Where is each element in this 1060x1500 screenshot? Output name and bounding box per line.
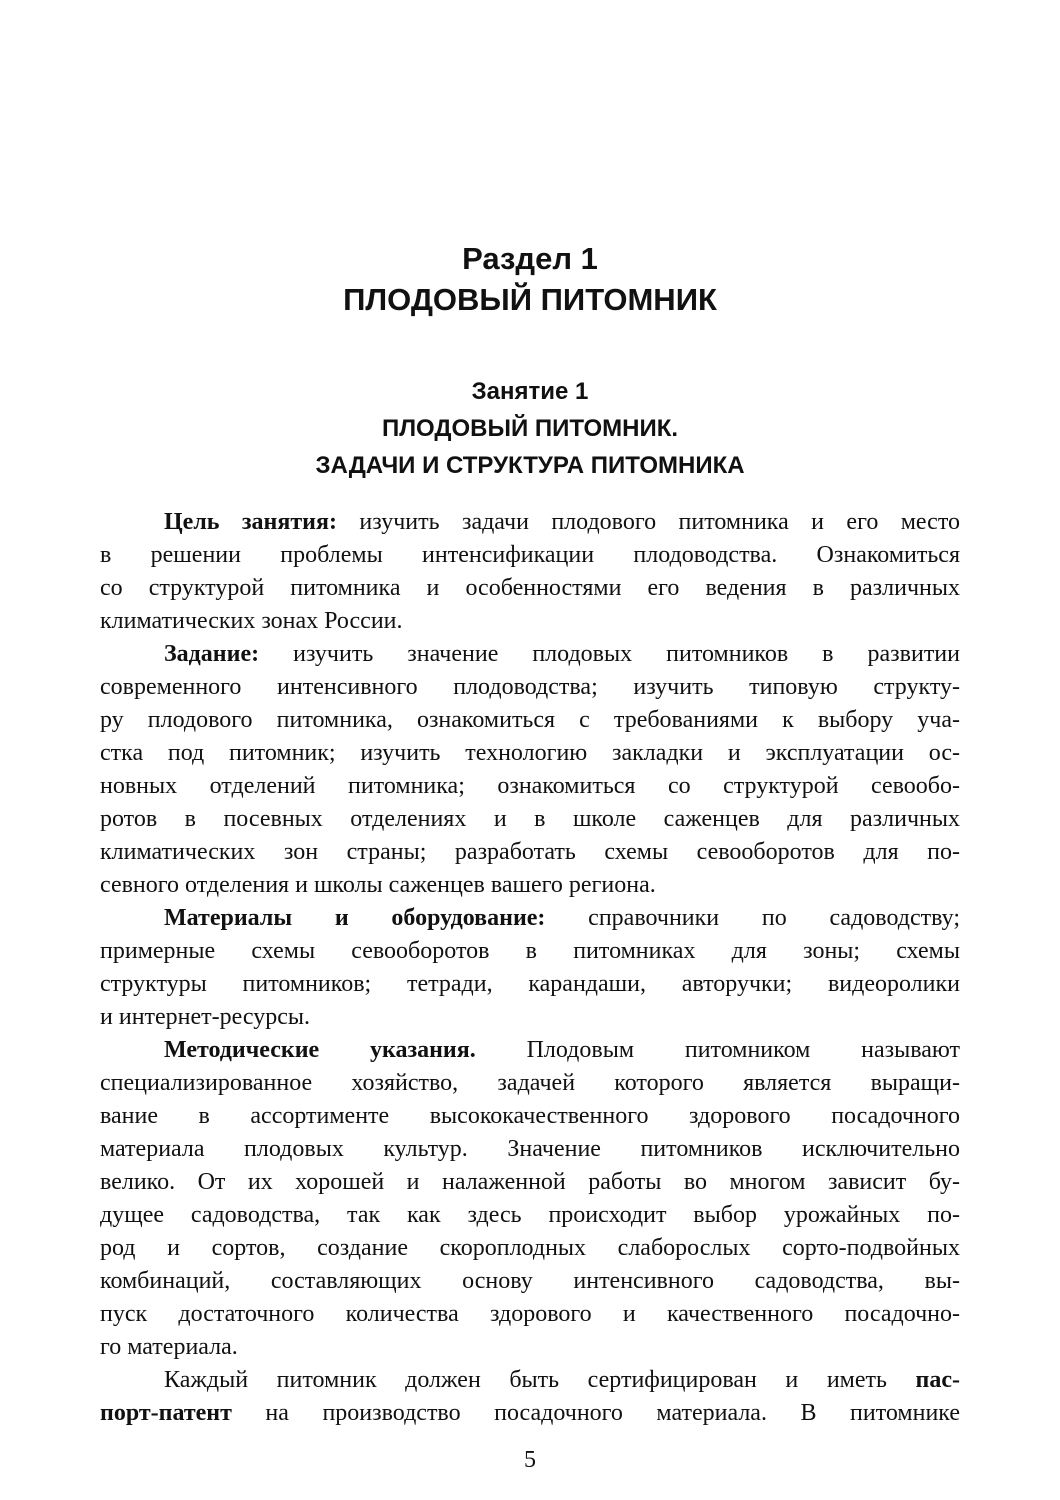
text-line: ротов в посевных отделениях и в школе саженцев для различных [100, 806, 960, 832]
text-line: севного отделения и школы саженцев вашего региона. [100, 872, 656, 898]
text-line: пуск достаточного количества здорового и качественного посадочно- [100, 1301, 960, 1327]
lesson-title-line-1: ПЛОДОВЫЙ ПИТОМНИК. [381, 415, 679, 442]
paragraph-certification [100, 1364, 960, 1430]
text-line: в решении проблемы интенсификации плодоводства. Ознакомиться [100, 542, 960, 568]
line-text: Каждый питомник должен быть сертифицирован и иметь [164, 1367, 916, 1393]
text-line: климатических зон страны; разработать схемы севооборотов для по- [100, 839, 960, 865]
paragraph-guidelines [100, 1034, 960, 1364]
text-line [100, 1364, 960, 1397]
line-text: Плодовым питомником называют [475, 1037, 960, 1063]
body-text [100, 506, 960, 1430]
text-line: новных отделений питомника; ознакомиться со структурой севообо- [100, 773, 960, 799]
section-heading [0, 238, 1060, 320]
text-line: го материала. [100, 1334, 238, 1360]
lesson-label: Занятие 1 [471, 378, 589, 405]
text-line: род и сортов, создание скороплодных слаборослых сорто-подвойных [100, 1235, 960, 1261]
paragraph-lead: Методические указания. [164, 1037, 476, 1063]
lesson-heading [0, 373, 1060, 484]
paragraph-lead: Цель занятия: [164, 509, 337, 535]
text-line: специализированное хозяйство, задачей которого является выращи- [100, 1070, 960, 1096]
text-line [100, 902, 960, 935]
text-line: материала плодовых культур. Значение питомников исключительно [100, 1136, 960, 1162]
section-label: Раздел 1 [462, 241, 598, 276]
paragraph-materials [100, 902, 960, 1034]
text-line: комбинаций, составляющих основу интенсивного садоводства, вы- [100, 1268, 960, 1294]
paragraph-task [100, 638, 960, 902]
line-text: изучить значение плодовых питомников в развитии [259, 641, 960, 667]
paragraph-lead: Материалы и оборудование: [164, 905, 546, 931]
bold-term: пас- [915, 1367, 960, 1393]
text-line [100, 638, 960, 671]
page-number: 5 [524, 1447, 536, 1473]
text-line: стка под питомник; изучить технологию закладки и эксплуатации ос- [100, 740, 960, 766]
text-line [100, 506, 960, 539]
line-text: на производство посадочного материала. В питомнике [231, 1400, 960, 1426]
text-line: структуры питомников; тетради, карандаши, авторучки; видеоролики [100, 971, 960, 997]
paragraph-goal [100, 506, 960, 638]
line-text: изучить задачи плодового питомника и его место [336, 509, 960, 535]
text-line: примерные схемы севооборотов в питомниках для зоны; схемы [100, 938, 960, 964]
text-line: современного интенсивного плодоводства; изучить типовую структу- [100, 674, 960, 700]
line-text: справочники по садоводству; [545, 905, 960, 931]
text-line: вание в ассортименте высококачественного здорового посадочного [100, 1103, 960, 1129]
text-line: и интернет-ресурсы. [100, 1004, 311, 1030]
text-line [100, 1397, 960, 1430]
text-line: дущее садоводства, так как здесь происходит выбор урожайных по- [100, 1202, 960, 1228]
lesson-title-line-2: ЗАДАЧИ И СТРУКТУРА ПИТОМНИКА [315, 452, 745, 479]
text-line: велико. От их хорошей и налаженной работы во многом зависит бу- [100, 1169, 960, 1195]
text-line: ру плодового питомника, ознакомиться с требованиями к выбору уча- [100, 707, 960, 733]
section-title: ПЛОДОВЫЙ ПИТОМНИК [343, 282, 717, 317]
text-line: со структурой питомника и особенностями его ведения в различных [100, 575, 960, 601]
paragraph-lead: Задание: [164, 641, 260, 667]
text-line [100, 1034, 960, 1067]
bold-term: порт-патент [100, 1400, 232, 1426]
text-line: климатических зонах России. [100, 608, 403, 634]
